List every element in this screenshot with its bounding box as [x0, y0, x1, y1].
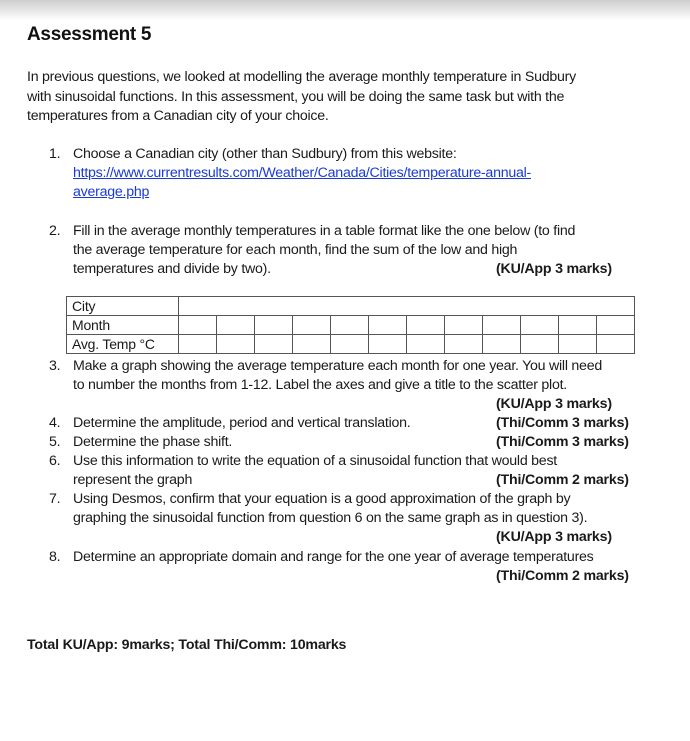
temp-cell[interactable] — [559, 335, 597, 354]
temp-cell[interactable] — [369, 335, 407, 354]
marks-label: (Thi/Comm 2 marks) — [496, 472, 629, 488]
temp-cell[interactable] — [331, 335, 369, 354]
temp-cell[interactable] — [293, 335, 331, 354]
question-number: 5. — [49, 434, 61, 450]
month-cell[interactable] — [331, 316, 369, 335]
question-text: Fill in the average monthly temperatures in a table format like the one below (to find — [73, 223, 576, 239]
marks-label: (KU/App 3 marks) — [496, 396, 612, 412]
question-text: to number the months from 1-12. Label the axes and give a title to the scatter plot. — [73, 377, 567, 393]
row-label: Avg. Temp °C — [67, 335, 179, 354]
question-text: Determine an appropriate domain and range for the one year of average temperatures — [73, 549, 594, 565]
month-cell[interactable] — [255, 316, 293, 335]
question-number: 8. — [49, 549, 61, 565]
month-cell[interactable] — [597, 316, 635, 335]
temp-cell[interactable] — [179, 335, 217, 354]
temp-cell[interactable] — [521, 335, 559, 354]
website-link-continued[interactable]: average.php — [73, 184, 150, 200]
row-label: City — [67, 297, 179, 316]
intro-line: temperatures from a Canadian city of your choice. — [27, 108, 329, 124]
question-number: 1. — [49, 146, 61, 162]
marks-label: (Thi/Comm 3 marks) — [496, 415, 629, 431]
question-text: Using Desmos, confirm that your equation is a good approximation of the graph by — [73, 491, 571, 507]
question-text: represent the graph — [73, 472, 193, 488]
temp-cell[interactable] — [483, 335, 521, 354]
month-cell[interactable] — [407, 316, 445, 335]
month-cell[interactable] — [179, 316, 217, 335]
website-link[interactable]: https://www.currentresults.com/Weather/Canada/Cities/temperature-annual- — [73, 165, 532, 181]
intro-line: with sinusoidal functions. In this assessment, you will be doing the same task but with the — [27, 88, 565, 105]
question-text: Use this information to write the equation of a sinusoidal function that would best — [73, 453, 557, 469]
temp-cell[interactable] — [445, 335, 483, 354]
question-text: Make a graph showing the average temperature each month for one year. You will need — [73, 358, 602, 374]
city-input-cell[interactable] — [179, 297, 635, 316]
question-text: the average temperature for each month, find the sum of the low and high — [73, 242, 518, 258]
page-title: Assessment 5 — [27, 24, 152, 45]
question-number: 6. — [49, 453, 61, 469]
question-number: 2. — [49, 223, 61, 239]
intro-line: In previous questions, we looked at modelling the average monthly temperature in Sudbury — [27, 69, 576, 85]
table-row-month — [67, 316, 635, 335]
question-number: 7. — [49, 491, 61, 507]
question-text: Determine the phase shift. — [73, 434, 233, 450]
marks-label: (KU/App 3 marks) — [496, 261, 612, 277]
question-text: graphing the sinusoidal function from question 6 on the same graph as in question 3). — [73, 510, 588, 526]
temperature-table — [66, 296, 635, 354]
month-cell[interactable] — [369, 316, 407, 335]
month-cell[interactable] — [483, 316, 521, 335]
month-cell[interactable] — [293, 316, 331, 335]
temp-cell[interactable] — [597, 335, 635, 354]
intro-paragraph — [27, 68, 627, 127]
month-cell[interactable] — [559, 316, 597, 335]
row-label: Month — [67, 316, 179, 335]
question-number: 3. — [49, 358, 61, 374]
question-text: Choose a Canadian city (other than Sudbury) from this website: — [73, 146, 457, 162]
table-row-city — [67, 297, 635, 316]
question-text: temperatures and divide by two). — [73, 261, 271, 277]
temp-cell[interactable] — [217, 335, 255, 354]
temp-cell[interactable] — [255, 335, 293, 354]
month-cell[interactable] — [445, 316, 483, 335]
month-cell[interactable] — [521, 316, 559, 335]
marks-label: (Thi/Comm 3 marks) — [496, 434, 629, 450]
total-marks: Total KU/App: 9marks; Total Thi/Comm: 10marks — [27, 637, 347, 653]
marks-label: (Thi/Comm 2 marks) — [496, 568, 629, 584]
question-text: Determine the amplitude, period and vertical translation. — [73, 415, 411, 431]
temp-cell[interactable] — [407, 335, 445, 354]
table-row-avg-temp — [67, 335, 635, 354]
question-number: 4. — [49, 415, 61, 431]
top-shadow — [0, 0, 690, 20]
marks-label: (KU/App 3 marks) — [496, 529, 612, 545]
month-cell[interactable] — [217, 316, 255, 335]
